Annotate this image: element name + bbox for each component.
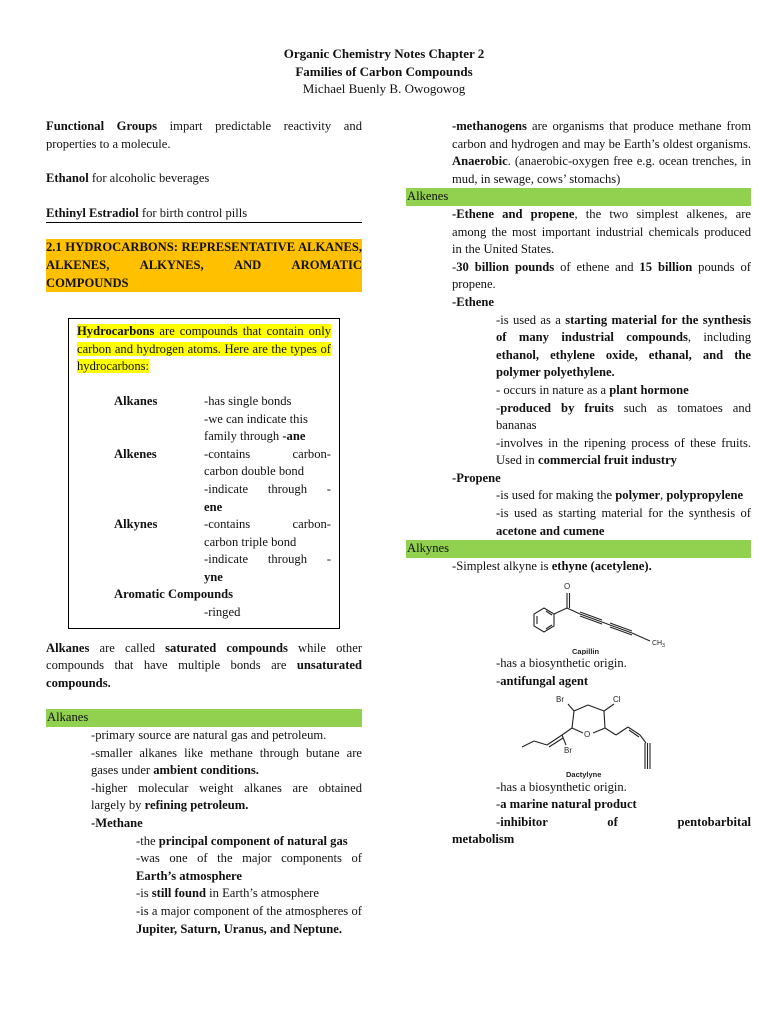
propene-point-2: -is used as starting material for the synthesis of acetone and cumene <box>496 506 751 538</box>
document-title: Organic Chemistry Notes Chapter 2 <box>283 46 485 61</box>
section-heading-2-1: 2.1 HYDROCARBONS: REPRESENTATIVE ALKANES, ALKENES, ALKYNES, AND AROMATIC COMPOUNDS <box>46 239 362 292</box>
document-header <box>0 45 768 98</box>
methane-point-3: -is still found in Earth’s atmosphere <box>136 886 319 901</box>
alkanes-point-2: -smaller alkanes like methane through butane are gases under ambient conditions. <box>91 745 362 778</box>
ethene-point-1: -is used as a starting material for the synthesis of many industrial compounds, including ethanol, ethylene oxide, ethanal, and the polymer polyethylene. <box>496 312 751 380</box>
dactylyne-point-1: -has a biosynthetic origin. <box>496 779 627 794</box>
type-row-alkynes: Alkynes -contains carbon- carbon triple bond -indicate through - yne <box>114 517 331 584</box>
functional-groups-paragraph: Functional Groups impart predictable reactivity and properties to a molecule. <box>46 119 362 151</box>
ethene-point-2: - occurs in nature as a plant hormone <box>496 382 689 397</box>
capillin-oxygen-label: O <box>564 582 571 592</box>
alkynes-heading: Alkynes <box>406 540 751 558</box>
dactylyne-structure-image <box>406 691 751 779</box>
type-row-alkenes: Alkenes -contains carbon- carbon double bond -indicate through - ene <box>114 446 331 514</box>
hydrocarbons-box: Hydrocarbons are compounds that contain only carbon and hydrogen atoms. Here are the types of hydrocarbons: Alkanes -has single bonds -we can indicate this family through -ane Alkenes -contains carbon- carbon double bond -indicate through - ene Alkynes -contains carbon- carbon triple bond -indicate through - yne Aromatic Compounds -ringed <box>68 318 340 629</box>
type-row-aromatic: Aromatic Compounds <box>114 587 234 602</box>
methane-point-2: -was one of the major components of Earth’s atmosphere <box>136 851 362 883</box>
dactylyne-caption: Dactylyne <box>566 769 602 779</box>
capillin-caption: Capillin <box>572 647 600 656</box>
ethene-point-4: -involves in the ripening process of these fruits. Used in commercial fruit industry <box>496 435 751 468</box>
dactylyne-bromine-label-1: Br <box>556 694 564 704</box>
ethene-heading: -Ethene <box>452 294 494 309</box>
alkenes-heading: Alkenes <box>406 188 751 206</box>
capillin-point-2: -antifungal agent <box>496 674 589 689</box>
capillin-point-1: -has a biosynthetic origin. <box>496 656 627 671</box>
capillin-structure-image <box>406 577 751 655</box>
dactylyne-point-3: -inhibitor of pentobarbital <box>496 814 751 829</box>
dactylyne-oxygen-label: O <box>584 729 591 739</box>
propene-heading: -Propene <box>452 470 501 485</box>
dactylyne-bromine-label-2: Br <box>564 745 572 755</box>
alkanes-heading: Alkanes <box>46 709 362 727</box>
methane-heading: -Methane <box>91 816 143 830</box>
right-column <box>406 118 751 849</box>
propene-point-1: -is used for making the polymer, polypropylene <box>496 488 744 503</box>
methane-point-1: -the principal component of natural gas <box>136 833 348 848</box>
dactylyne-chlorine-label: Cl <box>613 694 621 704</box>
ethanol-line: Ethanol for alcoholic beverages <box>46 171 210 186</box>
alkanes-point-3: -higher molecular weight alkanes are obtained largely by refining petroleum. <box>91 780 362 813</box>
methanogens-paragraph: -methanogens are organisms that produce methane from carbon and hydrogen and may be Earth’s oldest organisms. Anaerobic. (anaerobic-oxygen free e.g. ocean trenches, in mud, in sewage, cows’ stomachs) <box>452 119 751 186</box>
methane-point-4: -is a major component of the atmospheres of Jupiter, Saturn, Uranus, and Neptune. <box>136 903 362 936</box>
left-column <box>46 118 362 938</box>
dactylyne-point-3-cont: metabolism <box>452 832 515 847</box>
document-subtitle: Families of Carbon Compounds <box>295 63 473 79</box>
document-author: Michael Buenly B. Owogowog <box>302 81 466 96</box>
saturated-paragraph: Alkanes are called saturated compounds while other compounds that have multiple bonds are unsaturated compounds. <box>46 640 363 690</box>
capillin-methyl-label: $CH_3$ <box>652 640 665 650</box>
hydrocarbons-definition: Hydrocarbons are compounds that contain only carbon and hydrogen atoms. Here are the types of hydrocarbons: <box>77 324 331 374</box>
ethene-point-3: -produced by fruits such as tomatoes and bananas <box>496 400 751 433</box>
alkenes-point-2: -30 billion pounds of ethene and 15 billion pounds of propene. <box>452 259 751 292</box>
ethinyl-estradiol-line: Ethinyl Estradiol for birth control pills <box>46 205 362 224</box>
dactylyne-point-2: -a marine natural product <box>496 797 637 812</box>
alkanes-point-1: -primary source are natural gas and petroleum. <box>91 728 327 743</box>
alkenes-point-1: -Ethene and propene, the two simplest alkenes, are among the most important industrial chemicals produced in the United States. <box>452 206 751 257</box>
type-row-alkanes: Alkanes -has single bonds -we can indicate this family through -ane <box>114 393 308 444</box>
alkynes-point-1: -Simplest alkyne is ethyne (acetylene). <box>452 558 652 573</box>
